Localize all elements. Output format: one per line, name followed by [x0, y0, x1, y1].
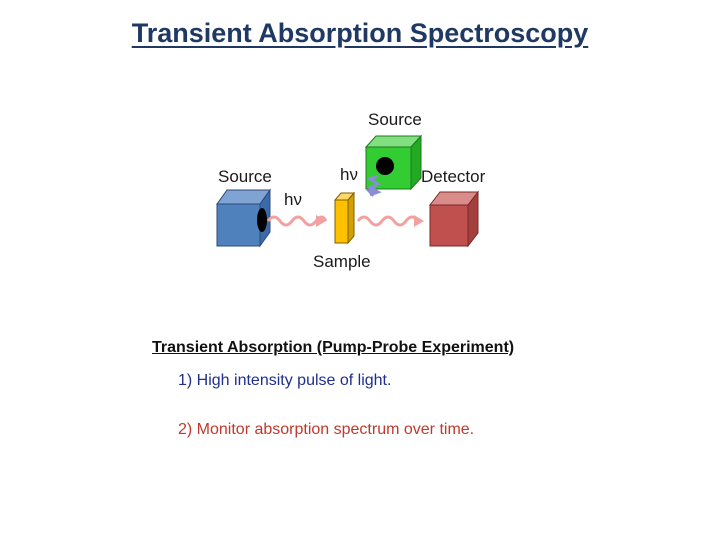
- pump-photon-label: hν: [340, 165, 358, 184]
- left-source-cube: [217, 190, 270, 246]
- step-2-text: 2) Monitor absorption spectrum over time.: [178, 421, 475, 438]
- sample-slab: [335, 193, 354, 243]
- left-source-aperture: [257, 208, 267, 232]
- sample-label: Sample: [313, 252, 371, 271]
- probe-photon-label: hν: [284, 190, 302, 209]
- left-source-label: Source: [218, 167, 272, 186]
- step-1-text: 1) High intensity pulse of light.: [178, 372, 392, 389]
- detector-label: Detector: [421, 167, 486, 186]
- probe-beam-out: [358, 217, 418, 225]
- page-title: Transient Absorption Spectroscopy: [131, 18, 589, 48]
- top-source-aperture: [376, 157, 394, 175]
- top-source-label: Source: [368, 110, 422, 129]
- experiment-heading: Transient Absorption (Pump-Probe Experiment): [152, 339, 515, 356]
- detector-cube: [430, 192, 478, 246]
